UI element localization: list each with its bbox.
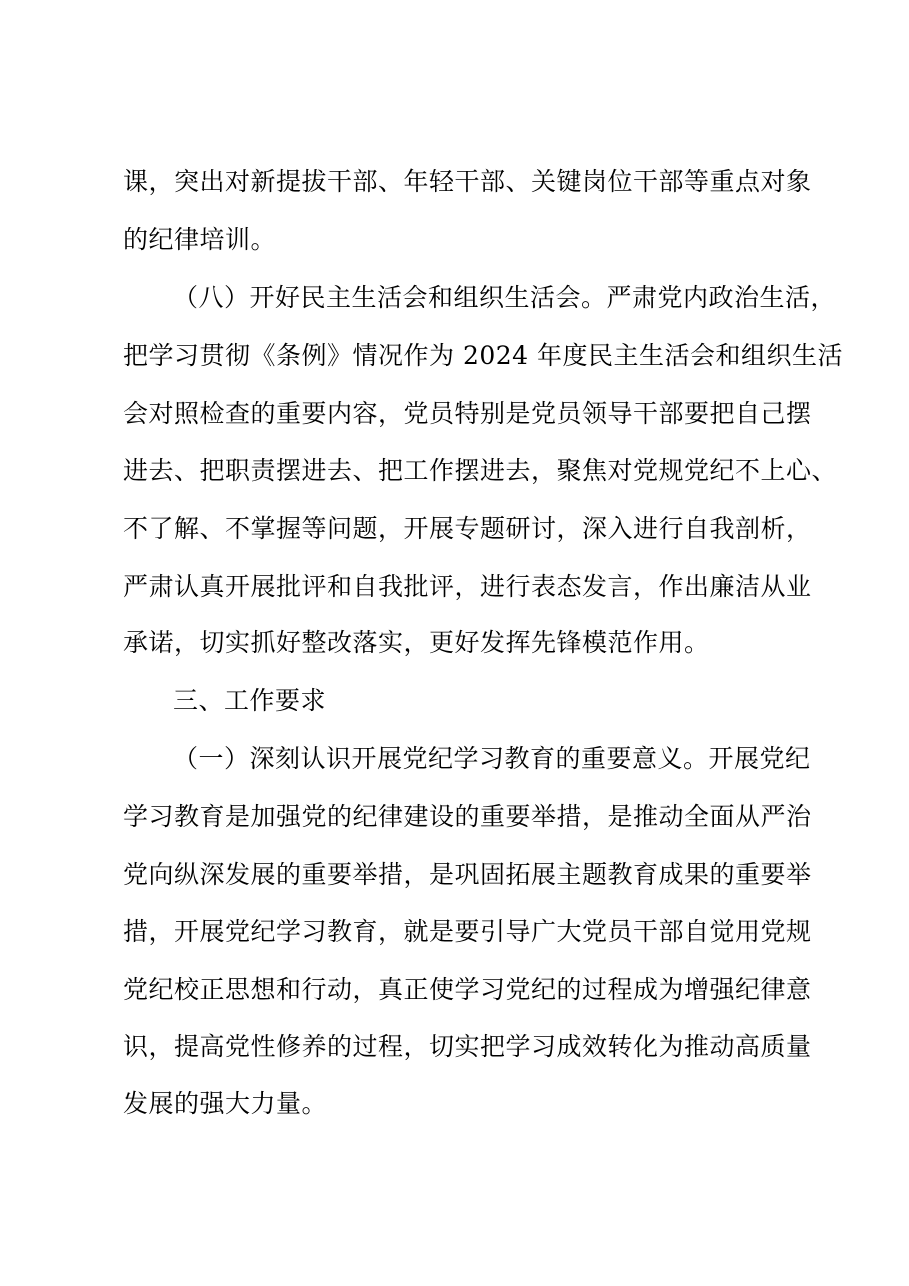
body-text-line: 课，突出对新提拔干部、年轻干部、关键岗位干部等重点对象 (123, 167, 812, 196)
body-text-line: 会对照检查的重要内容，党员特别是党员领导干部要把自己摆 (123, 399, 812, 428)
paragraph-1-lead: （一）深刻认识开展党纪学习教育的重要意义。开展党纪 (173, 744, 811, 773)
body-text-line: 党纪校正思想和行动，真正使学习党纪的过程成为增强纪律意 (123, 975, 812, 1004)
body-text-line: 的纪律培训。 (123, 225, 277, 254)
body-text-line: 发展的强大力量。 (123, 1089, 328, 1118)
body-text-line: 把学习贯彻《条例》情况作为 2024 年度民主生活会和组织生活 (123, 341, 844, 370)
body-text-line: 党向纵深发展的重要举措，是巩固拓展主题教育成果的重要举 (123, 860, 812, 889)
body-text-line: 承诺，切实抓好整改落实，更好发挥先锋模范作用。 (123, 628, 710, 657)
body-text-line: 不了解、不掌握等问题，开展专题研讨，深入进行自我剖析， (123, 514, 812, 543)
body-text-line: 严肃认真开展批评和自我批评，进行表态发言，作出廉洁从业 (123, 572, 812, 601)
body-text-line: 学习教育是加强党的纪律建设的重要举措，是推动全面从严治 (123, 802, 812, 831)
paragraph-8-lead: （八）开好民主生活会和组织生活会。严肃党内政治生活， (173, 283, 837, 312)
body-text-line: 识，提高党性修养的过程，切实把学习成效转化为推动高质量 (123, 1032, 812, 1061)
body-text-line: 措，开展党纪学习教育，就是要引导广大党员干部自觉用党规 (123, 917, 812, 946)
body-text-line: 进去、把职责摆进去、把工作摆进去，聚焦对党规党纪不上心、 (123, 456, 838, 485)
section-heading: 三、工作要求 (173, 686, 327, 715)
